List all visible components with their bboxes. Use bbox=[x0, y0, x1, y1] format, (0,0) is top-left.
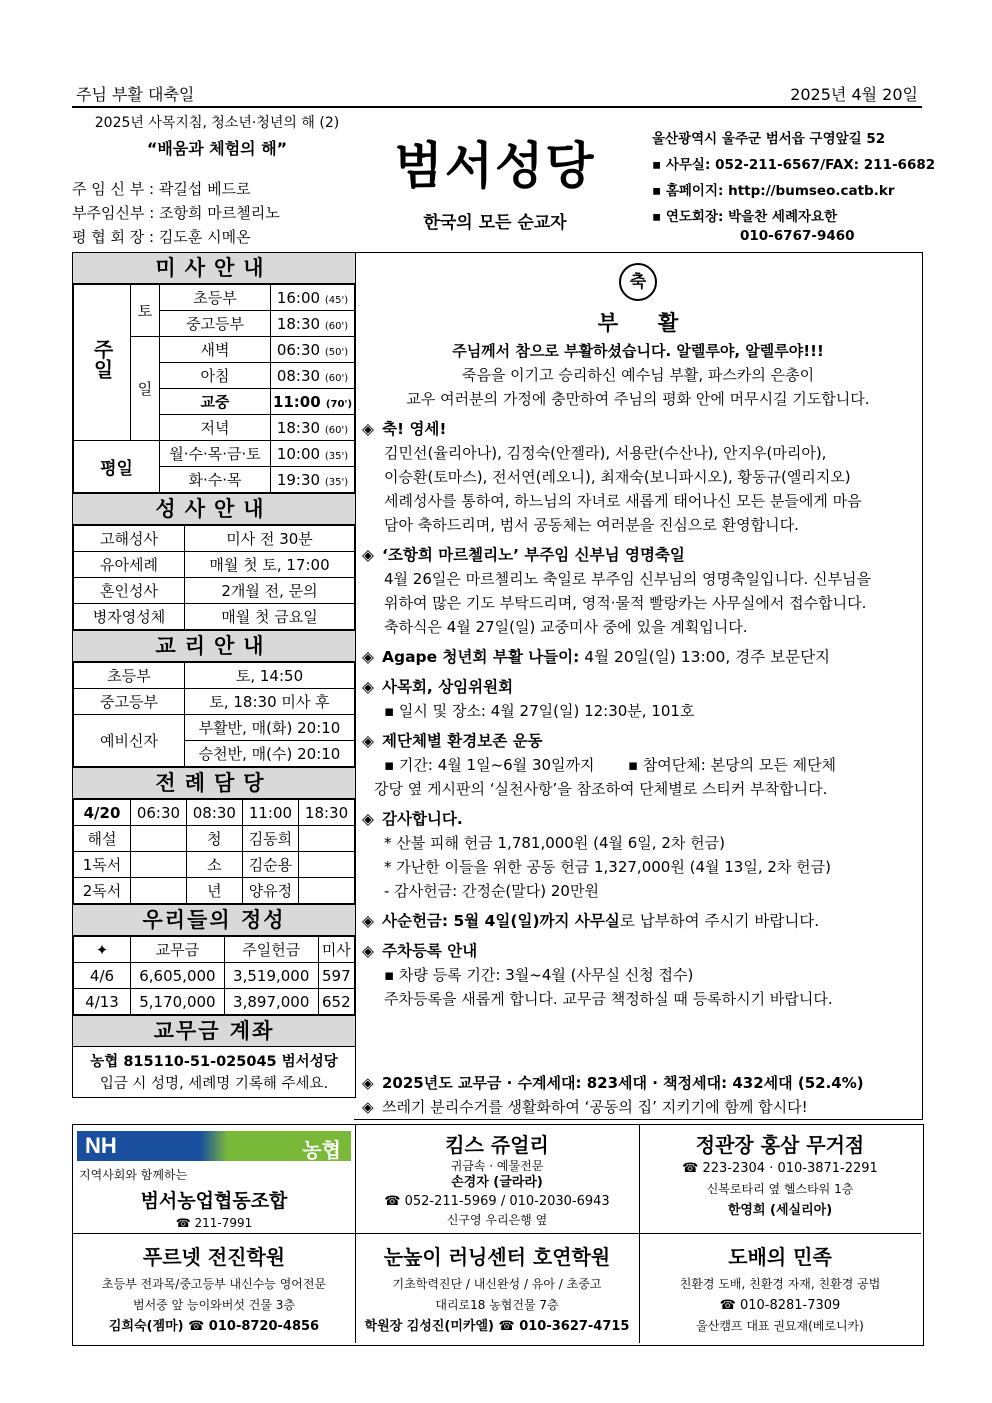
top-bar bbox=[72, 82, 922, 108]
staff-assistant: 부주임신부 : 조항희 마르첼리노 bbox=[72, 204, 280, 222]
sacrament-table: 고해성사 미사 전 30분 유아세례 매월 첫 토, 17:00 혼인성사 2개월 전, 문의 병자영성체 매월 첫 금요일 bbox=[73, 525, 355, 630]
ad-jeonggwanjang: 정관장 홍삼 무거점 ☎ 223-2304 · 010-3871-2291 신복로타리 옆 헬스타워 1층 한영희 (세실리아) bbox=[639, 1125, 921, 1234]
left-column bbox=[72, 252, 356, 1098]
catechism-title: 교리안내 bbox=[73, 630, 355, 662]
staff-list bbox=[72, 177, 362, 249]
sacrament-title: 성사안내 bbox=[73, 493, 355, 525]
thanks-notice: ◈ 감사합니다. * 산불 피해 헌금 1,781,000원 (4월 6일, 2차 헌금) * 가난한 이들을 위한 공동 헌금 1,327,000원 (4월 13일, 2차 헌금) - 감사헌금: 간정순(말다) 20만원 bbox=[362, 807, 914, 903]
council-notice: ◈ 사목회, 상임위원회 ▪ 일시 및 장소: 4월 27일(일) 12:30분, 101호 bbox=[362, 675, 914, 723]
diamond-icon: ◈ bbox=[362, 648, 374, 666]
diamond-icon: ◈ bbox=[362, 1098, 374, 1116]
parking-notice: ◈ 주차등록 안내 ▪ 차량 등록 기간: 3월~4월 (사무실 신청 접수) 주차등록을 새롭게 합니다. 교무금 책정하실 때 등록하시기 바랍니다. bbox=[362, 939, 914, 1011]
motto: “배움과 체험의 해” bbox=[146, 139, 288, 158]
account-title: 교무금 계좌 bbox=[73, 1015, 355, 1047]
homepage[interactable]: ▪ 홈페이지: http://bumseo.catb.kr bbox=[652, 183, 895, 199]
nh-logo: NH 농협 bbox=[77, 1131, 351, 1161]
liturgy-table: 4/20 06:30 08:30 11:00 18:30 해설 청 김동희 1독서 소 김순용 2독서 년 양유정 bbox=[73, 799, 355, 904]
weekday-label: 평일 bbox=[74, 441, 160, 493]
office-phone: ▪ 사무실: 052-211-6567/FAX: 211-6682 bbox=[652, 157, 936, 173]
easter-announcement: 축 부활 주님께서 참으로 부활하셨습니다. 알렐루야, 알렐루야!!! 죽음을 이기고 승리하신 예수님 부활, 파스카의 은총이 교우 여러분의 가정에 충만하여 주님의 평화 안에 머무시길 기도합니다. bbox=[362, 263, 914, 411]
trash-notice: 쓰레기 분리수거를 생활화하여 ‘공동의 집’ 지키기에 함께 합시다! bbox=[382, 1098, 808, 1116]
header-left bbox=[72, 112, 362, 249]
account-note: 입금 시 성명, 세례명 기록해 주세요. bbox=[99, 1076, 329, 1092]
sunday-label: 주일 bbox=[74, 285, 131, 441]
federation-head: ▪ 연도회장: 박을찬 세례자요한 bbox=[652, 209, 838, 225]
offering-table: ✦ 교무금 주일헌금 미사 4/6 6,605,000 3,519,000 597 4/13 5,170,000 3,897,000 652 bbox=[73, 936, 355, 1015]
ad-kims-jewelry: 킴스 쥬얼리 귀금속 · 예물전문 손경자 (글라라) ☎ 052-211-5969 / 010-2030-6943 신구영 우리은행 옆 bbox=[355, 1125, 640, 1234]
diamond-icon: ◈ bbox=[362, 912, 374, 930]
right-column bbox=[354, 252, 923, 1120]
feast-notice: ◈ ‘조항희 마르첼리노’ 부주임 신부님 영명축일 4월 26일은 마르첼리노 축일로 부주임 신부님의 영명축일입니다. 신부님을 위하여 많은 기도 부탁드리며, 영적·물적 빨랑카는 사무실에서 접수합니다. 축하식은 4월 27일(일) 교중미사 중에 있을 계획입니다. bbox=[362, 543, 914, 639]
mass-table: 주일 토 초등부 16:00 (45') 중고등부 18:30 (60') 일 새벽 06:30 (50') 아침 08:30 (60') 교중 11:00 (70') 저녁 18:30 (60') 평일 월·수·목·금·토 10:00 (35') 화·수·목 19:30 (35') bbox=[73, 284, 355, 493]
diamond-icon: ◈ bbox=[362, 678, 374, 696]
mass-title: 미사안내 bbox=[73, 253, 355, 284]
church-patron: 한국의 모든 순교자 bbox=[423, 213, 567, 233]
federation-phone: 010-6767-9460 bbox=[740, 228, 855, 244]
ads-grid bbox=[72, 1124, 924, 1346]
agape-notice: ◈ Agape 청년회 부활 나들이: 4월 20일(일) 13:00, 경주 보문단지 bbox=[362, 645, 914, 669]
celebration-icon: 축 bbox=[619, 263, 657, 301]
sparkle-icon: ✦ bbox=[74, 937, 131, 963]
staff-council: 평 협 회 장 : 김도훈 시메온 bbox=[72, 228, 251, 246]
baptism-notice: ◈ 축! 영세! 김민선(율리아나), 김정숙(안젤라), 서용란(수산나), 안지우(마리아), 이승환(토마스), 전서연(레오니), 최재숙(보니파시오), 황동규(엘리지오) 세례성사를 통하여, 하느님의 자녀로 새롭게 태어나신 모든 분들에게 마음 담아 축하드리며, 범서 공동체는 여러분을 진심으로 환영합니다. bbox=[362, 417, 914, 537]
church-name: 범서성당 bbox=[394, 136, 596, 195]
liturgy-title: 전례담당 bbox=[73, 767, 355, 799]
feast-name: 주님 부활 대축일 bbox=[76, 85, 195, 104]
bottom-notices bbox=[362, 1071, 914, 1119]
catechism-table: 초등부 토, 14:50 중고등부 토, 18:30 미사 후 예비신자 부활반, 매(화) 20:10 승천반, 매(수) 20:10 bbox=[73, 662, 355, 767]
church-contact bbox=[652, 126, 936, 245]
account-number: 농협 815110-51-025045 범서성당 bbox=[90, 1054, 338, 1070]
environment-notice: ◈ 제단체별 환경보존 운동 ▪ 기간: 4월 1일~6월 30일까지 ▪ 참여단체: 본당의 모든 제단체 강당 옆 게시판의 ‘실천사항’을 참조하여 단체별로 스티커 부착합니다. bbox=[362, 729, 914, 801]
sat-label: 토 bbox=[131, 285, 160, 337]
ad-purenet: 푸르넷 전진학원 초등부 전과목/중고등부 내신수능 영어전문 범서중 앞 능이와버섯 건물 3층 김희숙(젬마) ☎ 010-8720-4856 bbox=[73, 1233, 356, 1343]
sun-label: 일 bbox=[131, 337, 160, 441]
diamond-icon: ◈ bbox=[362, 546, 374, 564]
account-info bbox=[73, 1047, 355, 1097]
diamond-icon: ◈ bbox=[362, 1074, 374, 1092]
ad-dobae: 도배의 민족 친환경 도배, 친환경 자재, 친환경 공법 ☎ 010-8281-7309 울산캠프 대표 권묘재(베로니카) bbox=[679, 1245, 881, 1333]
diamond-icon: ◈ bbox=[362, 420, 374, 438]
ad-nunnopi: 눈높이 러닝센터 호연학원 기초학력진단 / 내신완성 / 유아 / 초중고 대리로18 농협건물 7층 학원장 김성진(미카엘) ☎ 010-3627-4715 bbox=[355, 1233, 640, 1343]
ad-nh-bank: NH 농협 지역사회와 함께하는 범서농업협동조합 ☎ 211-7991 bbox=[73, 1125, 356, 1234]
address: 울산광역시 울주군 범서읍 구영앞길 52 bbox=[652, 131, 886, 147]
diamond-icon: ◈ bbox=[362, 732, 374, 750]
easter-title: 부활 bbox=[597, 311, 719, 335]
diamond-icon: ◈ bbox=[362, 810, 374, 828]
tithe-notice: 2025년도 교무금 · 수계세대: 823세대 · 책정세대: 432세대 (52.4%) bbox=[382, 1074, 864, 1092]
pastoral-guideline: 2025년 사목지침, 청소년·청년의 해 (2) bbox=[94, 115, 340, 131]
staff-pastor: 주 임 신 부 : 곽길섭 베드로 bbox=[72, 180, 251, 198]
issue-date: 2025년 4월 20일 bbox=[790, 85, 918, 104]
diamond-icon: ◈ bbox=[362, 942, 374, 960]
offering-title: 우리들의 정성 bbox=[73, 904, 355, 936]
lent-offering-notice: ◈ 사순헌금: 5월 4일(일)까지 사무실로 납부하여 주시기 바랍니다. bbox=[362, 909, 914, 933]
